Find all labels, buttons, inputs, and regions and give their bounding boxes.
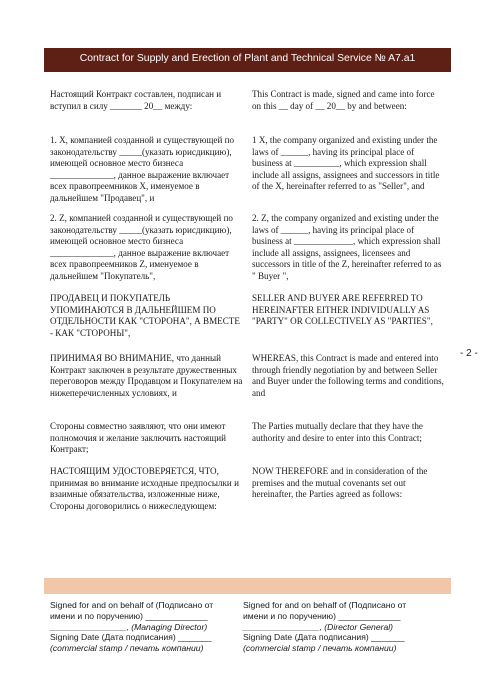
buyer-stamp-line: (commercial stamp / печать компании): [243, 643, 397, 654]
ru-whereas: ПРИНИМАЯ ВО ВНИМАНИЕ, что данный Контракт заключен в результате дружественных переговоров между Продавцом и Покупателем на нижеперечисленных условиях, и: [50, 353, 243, 398]
en-intro: This Contract is made, signed and came into force on this __ day of __ 20__ by and between:: [252, 89, 435, 111]
ru-declaration: Стороны совместно заявляют, что они имеют полномочия и желание заключить настоящий Контракт;: [50, 421, 226, 455]
seller-behalf-line: имени и по поручению) _____________: [50, 610, 208, 621]
en-whereas: WHEREAS, this Contract is made and entered into through friendly negotiation by and between Seller and Buyer under the following terms and conditions, and: [252, 353, 444, 398]
page-number: - 2 -: [460, 348, 478, 359]
footer-bar: [44, 578, 451, 594]
buyer-signing-date: Signing Date (Дата подписания) _______: [243, 632, 405, 643]
en-party-x: 1 X, the company organized and existing under the laws of ______, having its principal place of business at __________, which expression shall include all assigns, assignees and successors in title of the X, hereinafter referred to as "Seller", and: [252, 135, 440, 192]
buyer-signed-line: Signed for and on behalf of (Подписано от: [243, 600, 407, 610]
ru-parties-defined: ПРОДАВЕЦ И ПОКУПАТЕЛЬ УПОМИНАЮТСЯ В ДАЛЬНЕЙШЕМ ПО ОТДЕЛЬНОСТИ КАК "СТОРОНА", А ВМЕСТЕ - КАК "СТОРОНЫ",: [50, 293, 240, 338]
document-title: Contract for Supply and Erection of Plant and Technical Service № A7.a1: [79, 53, 416, 64]
seller-title-line: ________________, (Managing Director): [50, 621, 208, 632]
ru-party-x: 1. X, компанией созданной и существующей по законодательству _____(указать юрисдикцию), имеющей основное место бизнеса ______________, данное выражение включает всех правопреемников X, именуемое в дальнейшем "Продавец", и: [50, 135, 234, 203]
ru-now-therefore: НАСТОЯЩИМ УДОСТОВЕРЯЕТСЯ, ЧТО, принимая во внимание исходные предпосылки и взаимные обязательства, изложенные ниже, Стороны договорились о нижеследующем:: [50, 466, 239, 511]
ru-party-z: 2. Z, компанией созданной и существующей по законодательству _____(указать юрисдикцию), имеющей основное место бизнеса ______________, данное выражение включает всех правопреемников Z, именуемое в дальнейшем "Покупатель",: [50, 213, 233, 281]
seller-signed-line: Signed for and on behalf of (Подписано от: [50, 600, 214, 610]
seller-stamp-line: (commercial stamp / печать компании): [50, 643, 204, 654]
buyer-behalf-line: имени и по поручению) _____________: [243, 610, 401, 621]
en-now-therefore: NOW THEREFORE and in consideration of the premises and the mutual covenants set out hereinafter, the Parties agreed as follows:: [252, 466, 428, 500]
header-bar: [44, 48, 451, 72]
seller-signing-date: Signing Date (Дата подписания) _______: [50, 632, 212, 643]
buyer-signature-block: [243, 600, 453, 654]
buyer-title-line: ________________, (Director General): [243, 621, 394, 632]
ru-intro: Настоящий Контракт составлен, подписан и вступил в силу _______ 20__ между:: [50, 89, 222, 111]
seller-signature-block: [50, 600, 245, 654]
en-party-z: 2. Z, the company organized and existing under the laws of ______, having its principal place of business at _____________, which expression shall include all assigns, assignees, licensees and successors in title of the Z, hereinafter referred to as " Buyer ",: [252, 213, 442, 281]
en-declaration: The Parties mutually declare that they have the authority and desire to enter into this Contract;: [252, 421, 423, 443]
en-parties-defined: SELLER AND BUYER ARE REFERRED TO HEREINAFTER EITHER INDIVIDUALLY AS "PARTY" OR COLLECTIVELY AS "PARTIES",: [252, 293, 433, 327]
